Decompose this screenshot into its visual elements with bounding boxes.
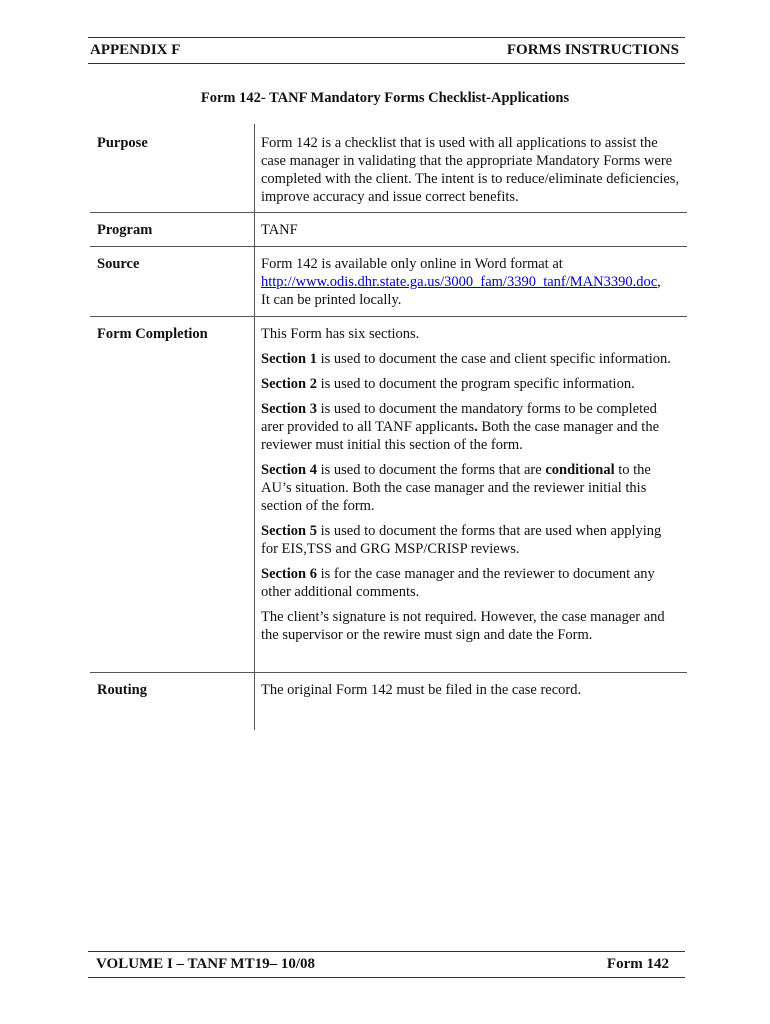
section-3-dot: . bbox=[474, 419, 478, 435]
section-3-lead: Section 3 bbox=[261, 401, 317, 417]
section-label: FORMS INSTRUCTIONS bbox=[506, 42, 679, 58]
routing-text: The original Form 142 must be filed in the case record. bbox=[261, 682, 582, 698]
form-number: Form 142 bbox=[606, 956, 669, 972]
section-2-text: is used to document the program specific information. bbox=[316, 376, 635, 392]
signature-note: The client’s signature is not required. However, the case manager and the supervisor or the rewire must sign and date the Form. bbox=[261, 609, 665, 643]
row-divider bbox=[90, 316, 687, 317]
purpose-label: Purpose bbox=[97, 135, 148, 151]
completion-text bbox=[261, 325, 681, 644]
section-5-desc bbox=[261, 522, 681, 558]
purpose-text: Form 142 is a checklist that is used with all applications to assist the case manager in validating that the appropriate Mandatory Forms were completed with the client. The intent is to reduce/eliminate deficiencies, improve accuracy and issue correct benefits. bbox=[261, 135, 680, 205]
section-2-desc bbox=[261, 375, 681, 393]
source-line: Form 142 is available only online in Word format at bbox=[261, 256, 563, 272]
conditional-term: conditional bbox=[545, 462, 615, 478]
section-6-text: is for the case manager and the reviewer to document any other additional comments. bbox=[261, 566, 655, 600]
section-4-desc bbox=[261, 461, 681, 515]
source-text bbox=[261, 255, 681, 309]
section-4-lead: Section 4 bbox=[261, 462, 317, 478]
section-4-text-2: to the AU’s situation. Both the case manager and the reviewer initial this section of the form. bbox=[261, 462, 651, 514]
section-1-lead: Section 1 bbox=[261, 351, 317, 367]
appendix-label: APPENDIX F bbox=[90, 42, 181, 58]
source-link[interactable]: http://www.odis.dhr.state.ga.us/3000_fam/3390_tanf/MAN3390.doc bbox=[261, 274, 658, 290]
link-suffix: , bbox=[657, 274, 661, 290]
section-2-lead: Section 2 bbox=[261, 376, 317, 392]
section-6-lead: Section 6 bbox=[261, 566, 317, 582]
row-divider bbox=[90, 246, 687, 247]
section-1-text: is used to document the case and client specific information. bbox=[316, 351, 671, 367]
completion-intro: This Form has six sections. bbox=[261, 326, 420, 342]
page-footer bbox=[88, 951, 685, 978]
program-text: TANF bbox=[261, 222, 298, 238]
section-5-text: is used to document the forms that are used when applying for EIS,TSS and GRG MSP/CRISP reviews. bbox=[261, 523, 662, 557]
section-3-desc bbox=[261, 400, 681, 454]
section-5-lead: Section 5 bbox=[261, 523, 317, 539]
source-link-line bbox=[261, 273, 681, 291]
section-6-desc bbox=[261, 565, 681, 601]
row-divider bbox=[90, 672, 687, 673]
source-print-note: It can be printed locally. bbox=[261, 292, 402, 308]
volume-label: VOLUME I – TANF MT19– 10/08 bbox=[96, 956, 316, 972]
form-title: Form 142- TANF Mandatory Forms Checklist-Applications bbox=[200, 90, 570, 106]
page-header bbox=[88, 37, 685, 64]
section-3-text-2: Both the case manager and the reviewer must initial this section of the form. bbox=[261, 419, 660, 453]
program-label: Program bbox=[97, 222, 153, 238]
row-divider bbox=[90, 212, 687, 213]
routing-label: Routing bbox=[97, 682, 147, 698]
section-3-text: is used to document the mandatory forms to be completed arer provided to all TANF applicants bbox=[261, 401, 657, 435]
source-label: Source bbox=[97, 256, 140, 272]
section-4-text: is used to document the forms that are bbox=[316, 462, 546, 478]
completion-label: Form Completion bbox=[97, 326, 208, 342]
section-1-desc bbox=[261, 350, 681, 368]
column-divider bbox=[254, 124, 255, 730]
